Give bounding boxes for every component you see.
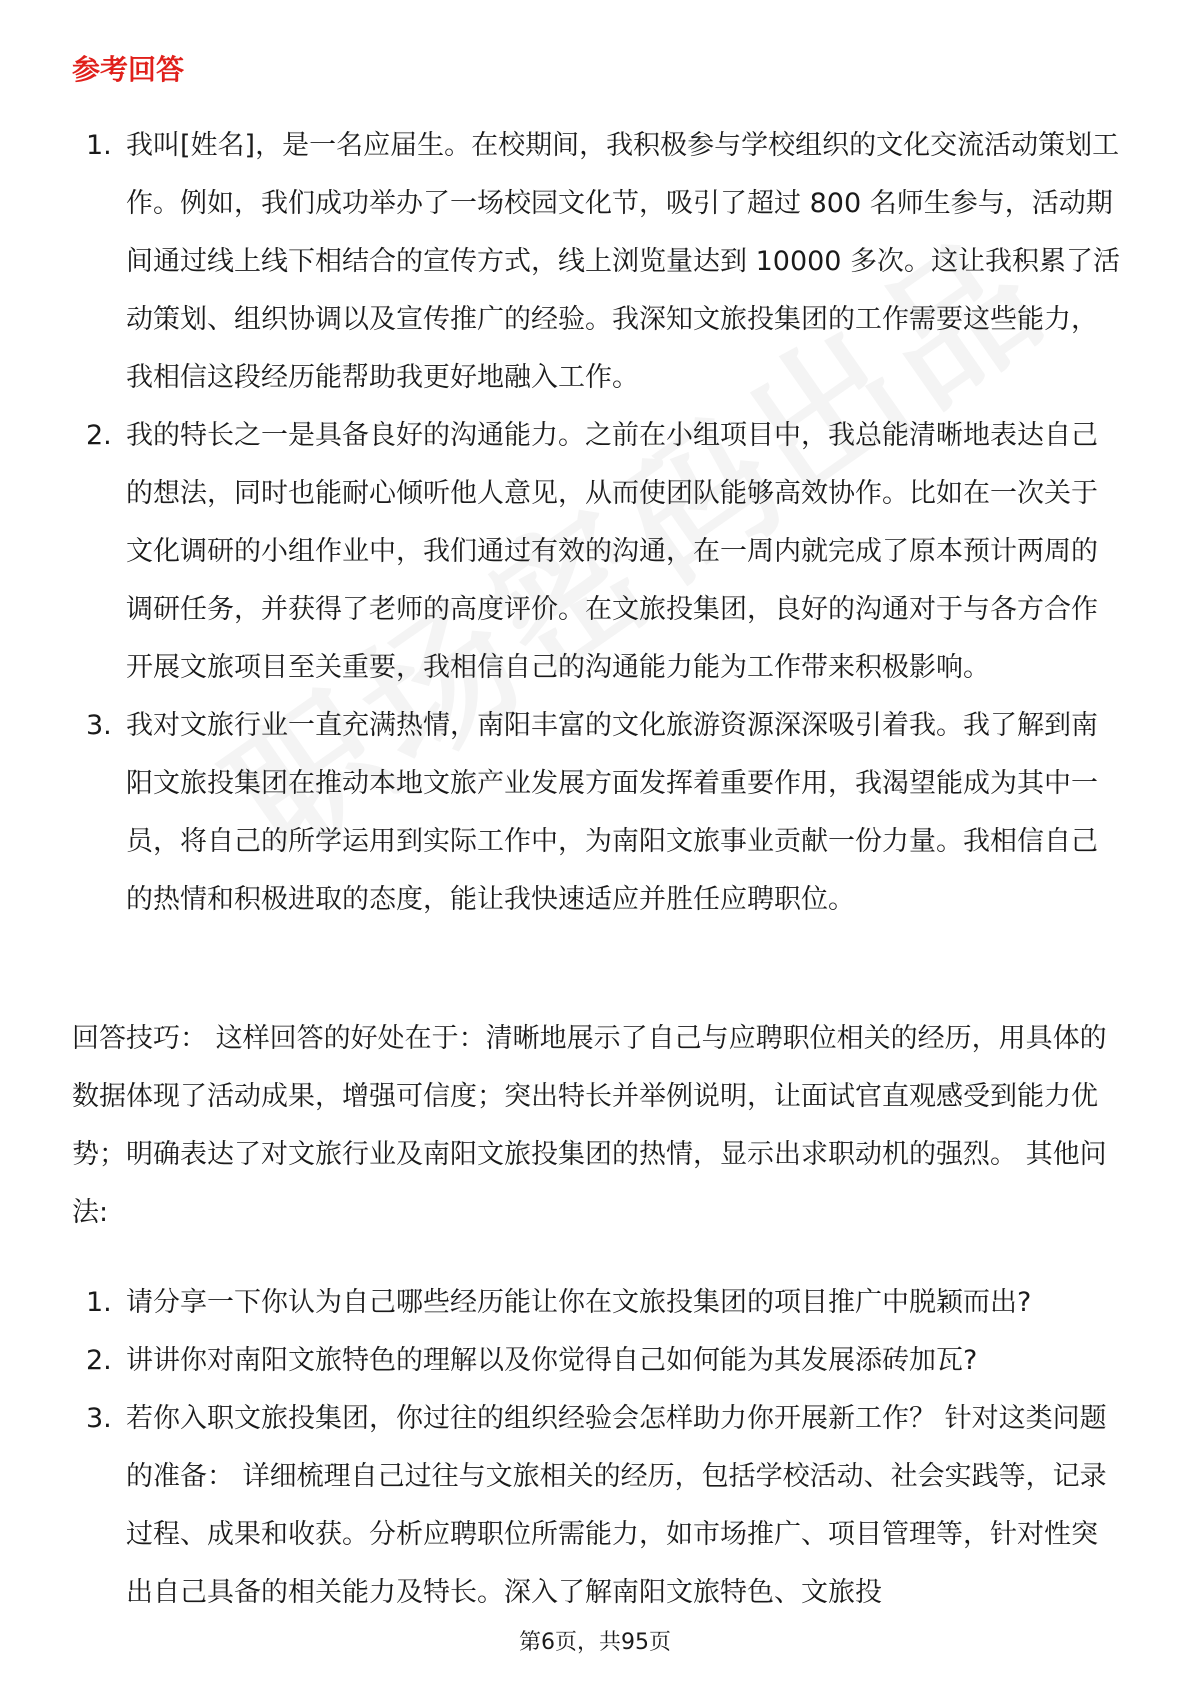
list-item-text: 我对文旅行业一直充满热情，南阳丰富的文化旅游资源深深吸引着我。我了解到南阳文旅投集团在推动本地文旅产业发展方面发挥着重要作用，我渴望能成为其中一员，将自己的所学运用到实际工作中，为南阳文旅事业贡献一份力量。我相信自己的热情和积极进取的态度，能让我快速适应并胜任应聘职位。: [126, 710, 1098, 915]
list-item-text: 我叫[姓名]，是一名应届生。在校期间，我积极参与学校组织的文化交流活动策划工作。例如，我们成功举办了一场校园文化节，吸引了超过 800 名师生参与，活动期间通过线上线下相结合的宣传方式，线上浏览量达到 10000 多次。这让我积累了活动策划、组织协调以及宣传推广的经验。我深知文旅投集团的工作需要这些能力，我相信这段经历能帮助我更好地融入工作。: [126, 130, 1121, 393]
list-item: [72, 117, 1122, 407]
question-list: [72, 1274, 1122, 1622]
list-number: 1.: [86, 130, 112, 161]
list-item: [72, 1390, 1122, 1622]
section-heading: 参考回答: [72, 53, 185, 86]
list-number: 3.: [86, 1403, 112, 1434]
page-footer: 第6页，共95页: [519, 1630, 671, 1655]
list-item: [72, 697, 1122, 929]
list-number: 3.: [86, 710, 112, 741]
list-number: 1.: [86, 1287, 112, 1318]
list-number: 2.: [86, 420, 112, 451]
list-item: [72, 1274, 1122, 1332]
list-item: [72, 407, 1122, 697]
list-number: 2.: [86, 1345, 112, 1376]
answer-list: [72, 117, 1122, 929]
list-item-text: 讲讲你对南阳文旅特色的理解以及你觉得自己如何能为其发展添砖加瓦?: [126, 1345, 978, 1376]
list-item-text: 若你入职文旅投集团，你过往的组织经验会怎样助力你开展新工作？ 针对这类问题的准备： 详细梳理自己过往与文旅相关的经历，包括学校活动、社会实践等，记录过程、成果和收获。分析应聘职位所需能力，如市场推广、项目管理等，针对性突出自己具备的相关能力及特长。深入了解南阳文旅特色、文旅投: [126, 1403, 1107, 1608]
list-item-text: 请分享一下你认为自己哪些经历能让你在文旅投集团的项目推广中脱颖而出?: [126, 1287, 1032, 1318]
tips-paragraph: 回答技巧： 这样回答的好处在于：清晰地展示了自己与应聘职位相关的经历，用具体的数据体现了活动成果，增强可信度；突出特长并举例说明，让面试官直观感受到能力优势；明确表达了对文旅行业及南阳文旅投集团的热情，显示出求职动机的强烈。 其他问法:: [72, 1023, 1107, 1228]
list-item: [72, 1332, 1122, 1390]
list-item-text: 我的特长之一是具备良好的沟通能力。之前在小组项目中，我总能清晰地表达自己的想法，同时也能耐心倾听他人意见，从而使团队能够高效协作。比如在一次关于文化调研的小组作业中，我们通过有效的沟通，在一周内就完成了原本预计两周的调研任务，并获得了老师的高度评价。在文旅投集团，良好的沟通对于与各方合作开展文旅项目至关重要，我相信自己的沟通能力能为工作带来积极影响。: [126, 420, 1098, 683]
